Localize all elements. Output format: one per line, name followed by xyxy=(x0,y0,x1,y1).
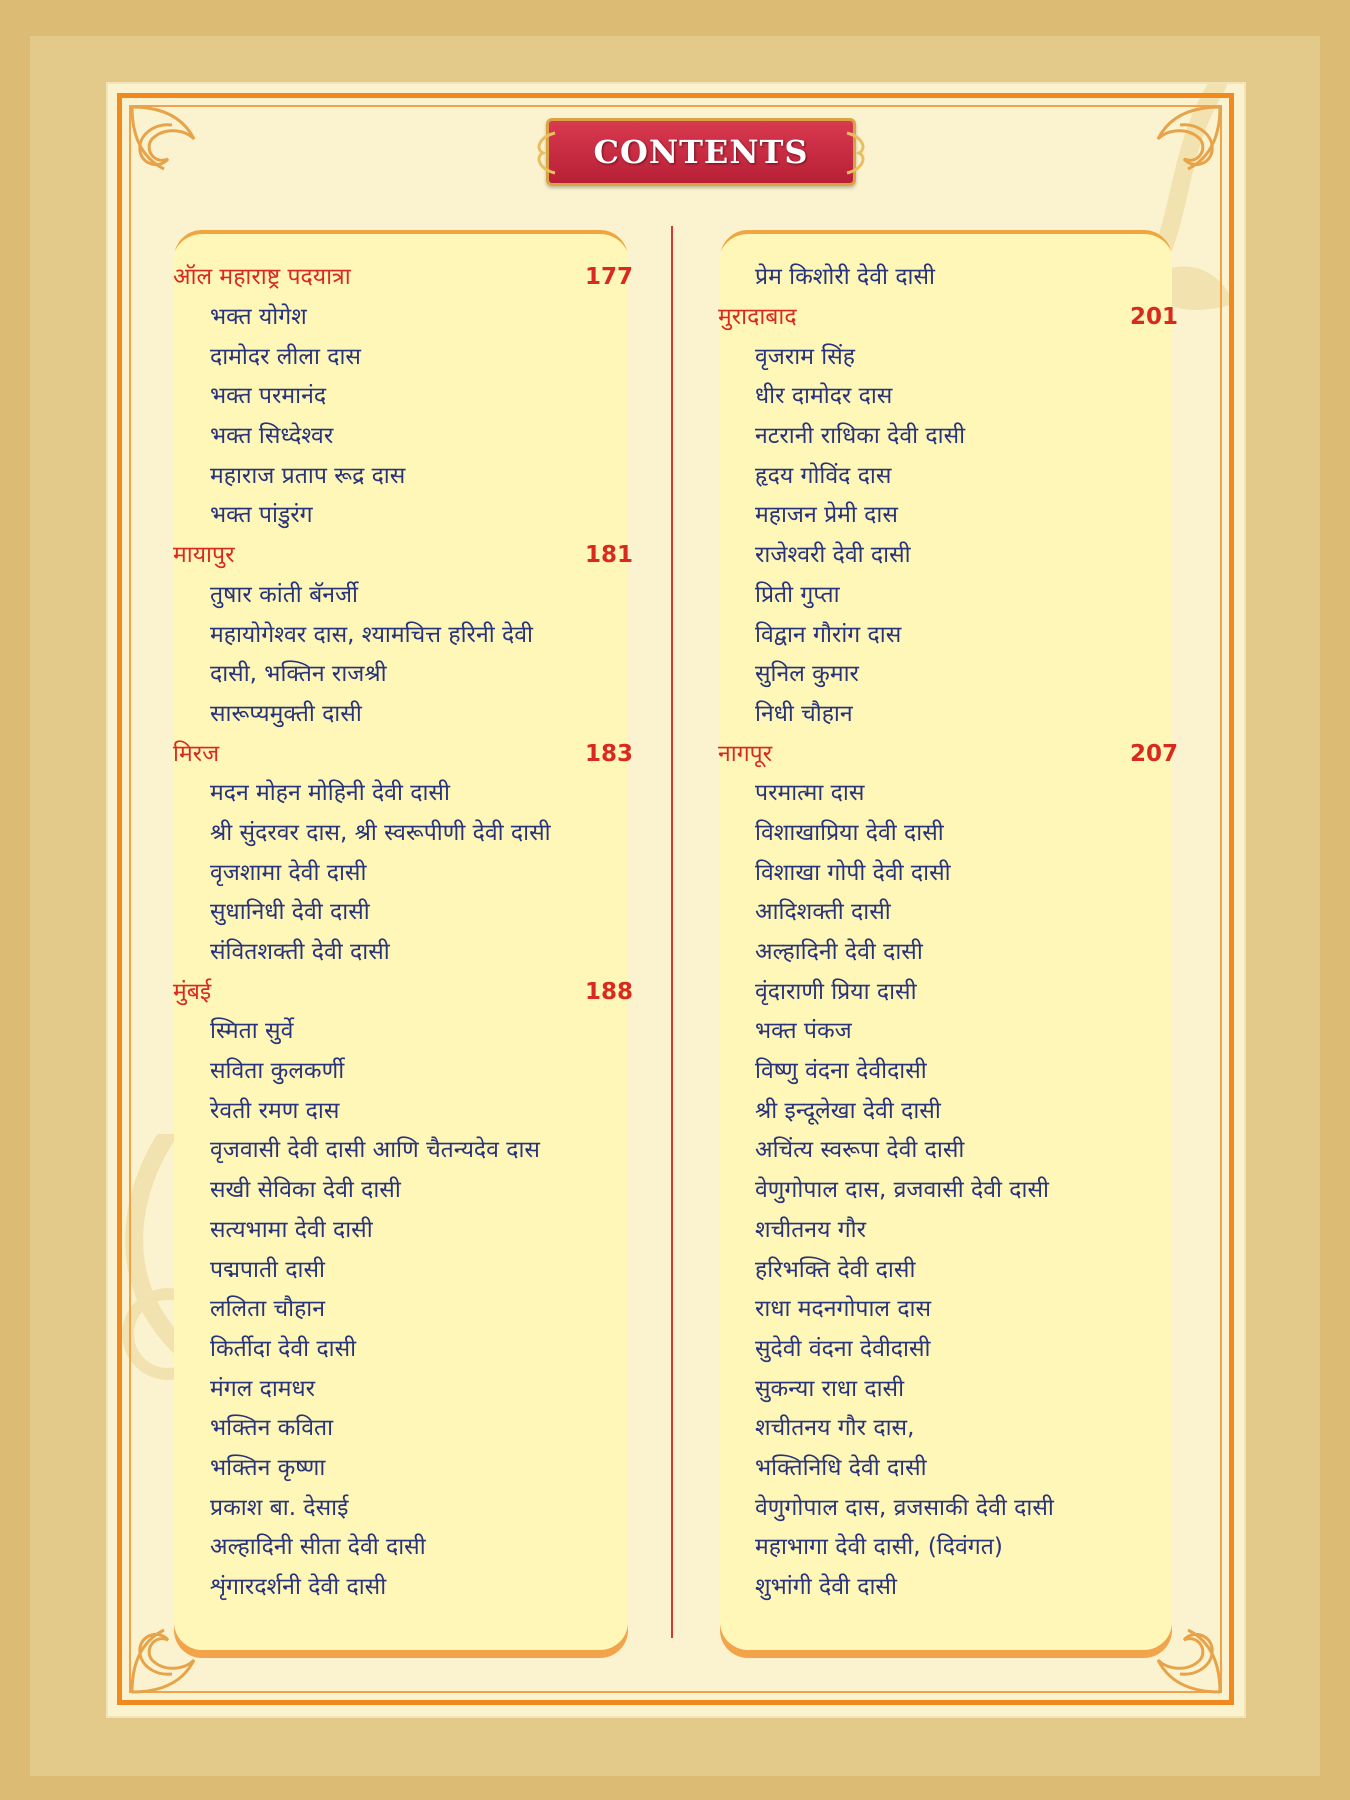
entry-label: शुभांगी देवी दासी xyxy=(755,1574,897,1601)
entry-label: सत्यभामा देवी दासी xyxy=(210,1216,373,1243)
contents-entry xyxy=(718,774,1188,814)
entry-label: विशाखा गोपी देवी दासी xyxy=(755,859,951,886)
left-column xyxy=(173,258,643,1607)
entry-label: भक्त योगेश xyxy=(210,304,307,331)
contents-entry xyxy=(173,1211,643,1251)
entry-label: संवितशक्ती देवी दासी xyxy=(210,939,390,966)
section-heading xyxy=(173,258,643,298)
page-number: 188 xyxy=(584,978,633,1005)
contents-entry xyxy=(173,1012,643,1052)
section-label: मिरज xyxy=(173,740,220,767)
section-heading xyxy=(718,298,1188,338)
contents-entry xyxy=(173,377,643,417)
contents-entry xyxy=(718,576,1188,616)
contents-entry xyxy=(173,933,643,973)
entry-label: वृजराम सिंह xyxy=(755,343,856,370)
contents-entry xyxy=(718,1488,1188,1528)
contents-entry xyxy=(173,417,643,457)
page-number: 207 xyxy=(1129,740,1178,767)
section-label: मुंबई xyxy=(173,978,212,1005)
entry-label: श्री सुंदरवर दास, श्री स्वरूपीणी देवी दासी xyxy=(210,819,551,846)
contents-entry xyxy=(718,1528,1188,1568)
contents-entry xyxy=(173,695,643,735)
contents-entry xyxy=(718,933,1188,973)
entry-label: वेणुगोपाल दास, व्रजवासी देवी दासी xyxy=(755,1177,1049,1204)
entry-label: धीर दामोदर दास xyxy=(755,383,893,410)
contents-entry xyxy=(718,456,1188,496)
contents-entry xyxy=(173,1568,643,1608)
entry-label: दामोदर लीला दास xyxy=(210,343,361,370)
column-divider xyxy=(671,226,673,1638)
entry-label: मदन मोहन मोहिनी देवी दासी xyxy=(210,780,450,807)
entry-label: सविता कुलकर्णी xyxy=(210,1058,345,1085)
entry-label: विद्वान गौरांग दास xyxy=(755,621,902,648)
contents-entry xyxy=(718,695,1188,735)
entry-label: विशाखाप्रिया देवी दासी xyxy=(755,819,944,846)
contents-entry xyxy=(173,1330,643,1370)
contents-entry xyxy=(718,417,1188,457)
contents-entry xyxy=(718,814,1188,854)
entry-label: शचीतनय गौर दास, xyxy=(755,1415,915,1442)
contents-entry xyxy=(718,853,1188,893)
entry-label: सुकन्या राधा दासी xyxy=(755,1375,905,1402)
entry-label: शृंगारदर्शनी देवी दासी xyxy=(210,1574,387,1601)
contents-entry xyxy=(718,1568,1188,1608)
entry-label: भक्त पांडुरंग xyxy=(210,502,313,529)
contents-entry xyxy=(718,258,1188,298)
contents-entry xyxy=(173,456,643,496)
entry-label: प्रिती गुप्ता xyxy=(755,581,840,608)
contents-entry xyxy=(173,1290,643,1330)
entry-label: महाभागा देवी दासी, (दिवंगत) xyxy=(755,1534,1003,1561)
contents-entry xyxy=(173,1250,643,1290)
contents-entry xyxy=(718,1330,1188,1370)
contents-entry xyxy=(718,536,1188,576)
contents-entry xyxy=(718,893,1188,933)
title-badge xyxy=(546,118,856,186)
entry-label: भक्तिनिधि देवी दासी xyxy=(755,1454,927,1481)
entry-label: अल्हादिनी सीता देवी दासी xyxy=(210,1534,426,1561)
entry-label: तुषार कांती बॅनर्जी xyxy=(210,581,358,608)
entry-label: मंगल दामधर xyxy=(210,1375,316,1402)
section-heading xyxy=(173,536,643,576)
entry-label: हरिभक्ति देवी दासी xyxy=(755,1256,916,1283)
contents-entry xyxy=(173,496,643,536)
section-label: मुरादाबाद xyxy=(718,304,797,331)
contents-entry xyxy=(718,1211,1188,1251)
entry-label: प्रेम किशोरी देवी दासी xyxy=(755,264,935,291)
section-heading xyxy=(173,972,643,1012)
contents-entry xyxy=(173,615,643,655)
entry-label: राजेश्वरी देवी दासी xyxy=(755,542,911,569)
entry-label: भक्तिन कविता xyxy=(210,1415,334,1442)
entry-label: नटरानी राधिका देवी दासी xyxy=(755,423,966,450)
page-number: 181 xyxy=(584,542,633,569)
section-label: नागपूर xyxy=(718,740,773,767)
entry-label: भक्त सिध्देश्वर xyxy=(210,423,334,450)
entry-label: रेवती रमण दास xyxy=(210,1097,340,1124)
entry-label: महाजन प्रेमी दास xyxy=(755,502,898,529)
entry-label: वेणुगोपाल दास, व्रजसाकी देवी दासी xyxy=(755,1494,1054,1521)
entry-label: विष्णु वंदना देवीदासी xyxy=(755,1058,927,1085)
contents-entry xyxy=(173,1171,643,1211)
contents-entry xyxy=(173,1052,643,1092)
contents-entry xyxy=(718,1012,1188,1052)
page-title: CONTENTS xyxy=(593,133,809,171)
entry-label: अल्हादिनी देवी दासी xyxy=(755,939,923,966)
contents-entry xyxy=(173,1409,643,1449)
page-number: 183 xyxy=(584,740,633,767)
entry-label: सारूप्यमुक्ती दासी xyxy=(210,700,362,727)
contents-entry xyxy=(718,655,1188,695)
section-heading xyxy=(173,734,643,774)
right-column xyxy=(718,258,1188,1607)
entry-label: दासी, भक्तिन राजश्री xyxy=(210,661,387,688)
corner-flourish-icon xyxy=(124,99,244,219)
contents-entry xyxy=(718,1171,1188,1211)
contents-entry xyxy=(173,774,643,814)
entry-label: निधी चौहान xyxy=(755,700,853,727)
entry-label: शचीतनय गौर xyxy=(755,1216,867,1243)
entry-label: राधा मदनगोपाल दास xyxy=(755,1296,932,1323)
section-label: मायापुर xyxy=(173,542,235,569)
entry-label: प्रकाश बा. देसाई xyxy=(210,1494,349,1521)
contents-entry xyxy=(173,1131,643,1171)
entry-label: भक्तिन कृष्णा xyxy=(210,1454,326,1481)
contents-entry xyxy=(718,1250,1188,1290)
entry-label: ललिता चौहान xyxy=(210,1296,326,1323)
entry-label: हृदय गोविंद दास xyxy=(755,462,892,489)
contents-entry xyxy=(173,298,643,338)
contents-entry xyxy=(173,853,643,893)
entry-label: परमात्मा दास xyxy=(755,780,865,807)
entry-label: वृंदाराणी प्रिया दासी xyxy=(755,978,917,1005)
title-scroll-icon xyxy=(843,129,871,177)
entry-label: महायोगेश्वर दास, श्यामचित्त हरिनी देवी xyxy=(210,621,533,648)
entry-label: भक्त परमानंद xyxy=(210,383,327,410)
contents-entry xyxy=(173,337,643,377)
contents-entry xyxy=(173,655,643,695)
title-scroll-icon xyxy=(531,129,559,177)
entry-label: सुदेवी वंदना देवीदासी xyxy=(755,1335,931,1362)
contents-entry xyxy=(718,972,1188,1012)
page-number: 201 xyxy=(1129,304,1178,331)
contents-entry xyxy=(718,1369,1188,1409)
corner-flourish-icon xyxy=(1108,99,1228,219)
contents-entry xyxy=(718,1449,1188,1489)
entry-label: वृजशामा देवी दासी xyxy=(210,859,367,886)
page-number: 177 xyxy=(584,264,633,291)
contents-entry xyxy=(718,615,1188,655)
contents-entry xyxy=(173,1369,643,1409)
entry-label: अचिंत्य स्वरूपा देवी दासी xyxy=(755,1137,965,1164)
entry-label: पद्मपाती दासी xyxy=(210,1256,325,1283)
entry-label: सखी सेविका देवी दासी xyxy=(210,1177,401,1204)
contents-entry xyxy=(718,1290,1188,1330)
entry-label: आदिशक्ती दासी xyxy=(755,899,891,926)
entry-label: स्मिता सुर्वे xyxy=(210,1018,294,1045)
section-heading xyxy=(718,734,1188,774)
entry-label: सुनिल कुमार xyxy=(755,661,859,688)
entry-label: महाराज प्रताप रूद्र दास xyxy=(210,462,406,489)
contents-entry xyxy=(173,1528,643,1568)
contents-entry xyxy=(718,377,1188,417)
entry-label: सुधानिधी देवी दासी xyxy=(210,899,370,926)
contents-entry xyxy=(173,814,643,854)
contents-entry xyxy=(718,337,1188,377)
contents-entry xyxy=(718,1091,1188,1131)
contents-entry xyxy=(173,1488,643,1528)
contents-entry xyxy=(173,893,643,933)
entry-label: भक्त पंकज xyxy=(755,1018,852,1045)
contents-entry xyxy=(173,1091,643,1131)
section-label: ऑल महाराष्ट्र पदयात्रा xyxy=(173,264,351,291)
contents-entry xyxy=(718,1052,1188,1092)
contents-entry xyxy=(173,1449,643,1489)
contents-entry xyxy=(718,1409,1188,1449)
entry-label: श्री इन्दूलेखा देवी दासी xyxy=(755,1097,941,1124)
contents-entry xyxy=(718,496,1188,536)
entry-label: किर्तीदा देवी दासी xyxy=(210,1335,357,1362)
entry-label: वृजवासी देवी दासी आणि चैतन्यदेव दास xyxy=(210,1137,540,1164)
contents-entry xyxy=(173,576,643,616)
contents-entry xyxy=(718,1131,1188,1171)
